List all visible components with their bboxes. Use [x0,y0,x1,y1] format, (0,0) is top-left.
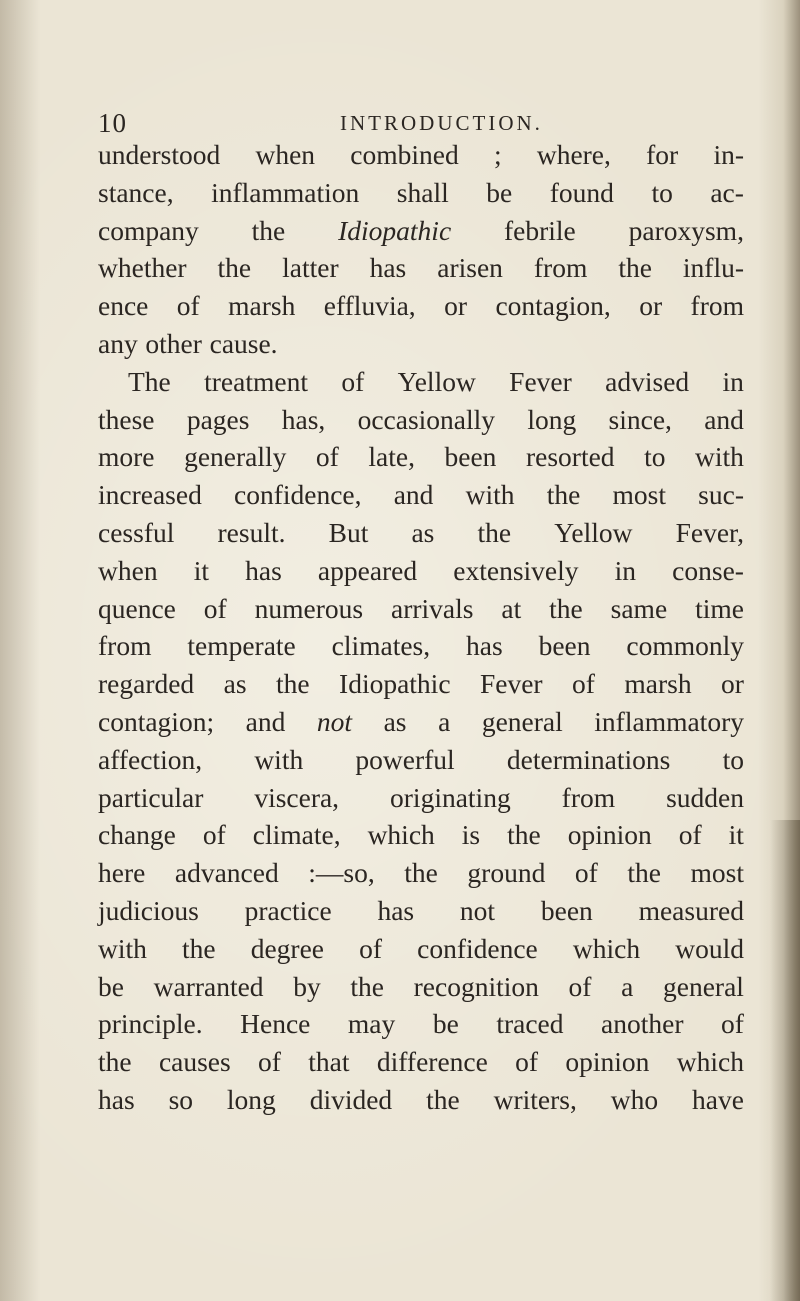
text-line [98,136,744,174]
word: long [226,1083,276,1115]
word: pages [186,403,250,435]
word: other [145,327,202,359]
word: of [359,932,383,964]
word: when [98,554,158,586]
word: the [404,857,438,889]
word: and [393,479,434,511]
word: the [507,819,541,851]
word: commonly [626,630,744,662]
word: has [377,894,415,926]
word: paroxysm, [628,214,744,246]
word: of [315,441,339,473]
word: be [486,176,513,208]
word: recognition [413,970,539,1002]
text-line [98,212,744,250]
word: sudden [666,781,744,813]
text-line [98,590,744,628]
word: most [690,857,744,889]
word: difference [376,1046,488,1078]
word: since, [608,403,672,435]
word: in [722,365,744,397]
word: general [663,970,744,1002]
word: result. [217,516,286,548]
word: from [533,252,588,284]
word: have [691,1083,744,1115]
text-line [98,892,744,930]
word: it [728,819,744,851]
word: general [481,705,563,737]
word: viscera, [254,781,340,813]
word: been [540,894,593,926]
word: the [426,1083,460,1115]
word: with [98,932,147,964]
word: which [676,1046,744,1078]
word: as [383,705,407,737]
running-title: INTRODUCTION. [340,111,543,135]
word: warranted [153,970,264,1002]
text-line [98,1005,744,1043]
word: numerous [254,592,364,624]
text-line [98,401,744,439]
word: or [444,290,468,322]
word: who [610,1083,659,1115]
word: stance, [98,176,174,208]
word: so [168,1083,194,1115]
running-head [0,86,800,138]
word: the [618,252,652,284]
word: resorted [525,441,615,473]
word: long [527,403,577,435]
word: Yellow [397,365,476,397]
word: temperate [187,630,296,662]
word: ; [493,139,502,170]
word: the [275,668,310,700]
word: would [675,932,744,964]
text-line [98,1043,744,1081]
text-line [98,249,744,287]
word: understood [98,139,221,170]
word: latter [282,252,339,284]
word: regarded [98,668,195,700]
word: to [651,176,673,208]
word: quence [98,592,176,624]
word: change [98,819,176,851]
word: has [98,1083,135,1115]
word: here [98,857,146,889]
word: been [538,630,591,662]
word: when [255,139,316,170]
word: appeared [317,554,418,586]
word: confidence, [234,479,362,511]
word: time [695,592,744,624]
word: a [438,705,451,737]
word: powerful [355,743,455,775]
word: of [568,970,592,1002]
text-line [98,1081,744,1119]
word: of [202,819,226,851]
word: another [601,1008,684,1040]
word: been [444,441,497,473]
word: as [223,668,247,700]
word: has [466,630,503,662]
word: increased [98,479,202,511]
word: of [572,668,595,700]
text-line [98,968,744,1006]
word: principle. [98,1008,203,1040]
text-line [98,665,744,703]
word: effluvia, [323,290,416,322]
word: any [98,327,138,359]
word: extensively [453,554,579,586]
word: may [347,1008,396,1040]
word: Yellow [554,516,633,548]
word: affection, [98,743,203,775]
text-line [98,363,744,401]
text-line [98,325,744,363]
word: in [614,554,637,586]
word: the [182,932,216,964]
word: the [98,1046,132,1078]
word: or [639,290,663,322]
word: inflammatory [594,705,744,737]
word: ground [467,857,546,889]
text-line [98,552,744,590]
binding-shadow [0,0,40,1301]
word: ac- [710,176,744,208]
word: combined [350,139,459,170]
word: febrile [504,214,576,246]
word: of [258,1046,281,1078]
word: influ- [682,252,744,284]
word: where, [536,139,611,170]
word: opinion [567,819,652,851]
text-line [98,476,744,514]
word: the [546,479,581,511]
word: writers, [493,1083,577,1115]
word: But [328,516,369,548]
word: degree [250,932,324,964]
word: be [432,1008,459,1040]
word: the [627,857,661,889]
word: generally [184,441,287,473]
word: climates, [331,630,431,662]
word: for [646,139,679,170]
word: has, [281,403,326,435]
word: determinations [506,743,671,775]
word: of [721,1008,744,1040]
word: as [411,516,435,548]
word: of [176,290,200,322]
word: traced [496,1008,564,1040]
word: :—so, [308,857,375,889]
word: of [203,592,227,624]
word: found [549,176,614,208]
word: Fever [509,365,572,397]
word: cessful [98,516,175,548]
word: arrivals [390,592,474,624]
word: same [610,592,668,624]
word: with [254,743,304,775]
word: it [193,554,209,586]
text-line [98,287,744,325]
word: marsh [624,668,692,700]
word: of [574,857,598,889]
word: the [549,592,583,624]
word: the [217,252,252,284]
page-number: 10 [98,108,127,138]
word: advanced [174,857,279,889]
word: from [98,630,152,662]
word: contagion; [98,705,215,737]
text-line [98,438,744,476]
word: be [98,970,124,1002]
word: ence [98,290,149,322]
word: opinion [565,1046,650,1078]
word: and [704,403,744,435]
text-line [98,816,744,854]
word: from [690,290,744,322]
word: or [721,668,744,700]
word: which [572,932,641,964]
word: confidence [417,932,538,964]
word: to [722,743,744,775]
word: occasionally [357,403,496,435]
text-line [98,627,744,665]
word: to [644,441,666,473]
word: Fever [479,668,543,700]
text-line [98,174,744,212]
word: judicious [98,894,199,926]
word: marsh [228,290,296,322]
word: with [465,479,515,511]
word: arisen [437,252,503,284]
word: a [621,970,634,1002]
word: Idiopathic [339,668,451,700]
page-edge-shadow-lower [770,820,800,1301]
word: late, [368,441,415,473]
text-line [98,930,744,968]
word: the [350,970,384,1002]
word: cause. [209,327,278,359]
word: and [245,705,286,737]
word: by [293,970,321,1002]
text-line [98,779,744,817]
word: of [678,819,702,851]
word: in- [713,139,744,170]
word: particular [98,781,204,813]
word: whether [98,252,187,284]
text-line [98,741,744,779]
word: these [98,403,155,435]
word: of [515,1046,539,1078]
body-text [98,136,744,1119]
word: causes [158,1046,231,1078]
word: conse- [672,554,744,586]
word: not [316,705,353,737]
word: is [461,819,481,851]
word: has [369,252,407,284]
word: of [341,365,365,397]
text-line [98,854,744,892]
word: with [695,441,744,473]
word: suc- [698,479,744,511]
word: measured [638,894,744,926]
word: originating [390,781,511,813]
word: Hence [240,1008,311,1040]
word: company [98,214,199,246]
word: practice [244,894,332,926]
word: which [367,819,435,851]
word: more [98,441,155,473]
word: that [308,1046,350,1078]
word: from [561,781,616,813]
word: at [501,592,522,624]
word: advised [605,365,690,397]
text-line [98,514,744,552]
word: contagion, [495,290,611,322]
word: treatment [204,365,308,397]
word: divided [309,1083,393,1115]
word: not [459,894,496,926]
word: the [477,516,512,548]
word: the [251,214,286,246]
word: climate, [252,819,341,851]
word: shall [396,176,449,208]
text-line [98,703,744,741]
word: Idiopathic [338,214,452,246]
word: inflammation [211,176,360,208]
word: has [245,554,282,586]
word: most [612,479,666,511]
word: Fever, [675,516,744,548]
word: The [128,365,171,397]
